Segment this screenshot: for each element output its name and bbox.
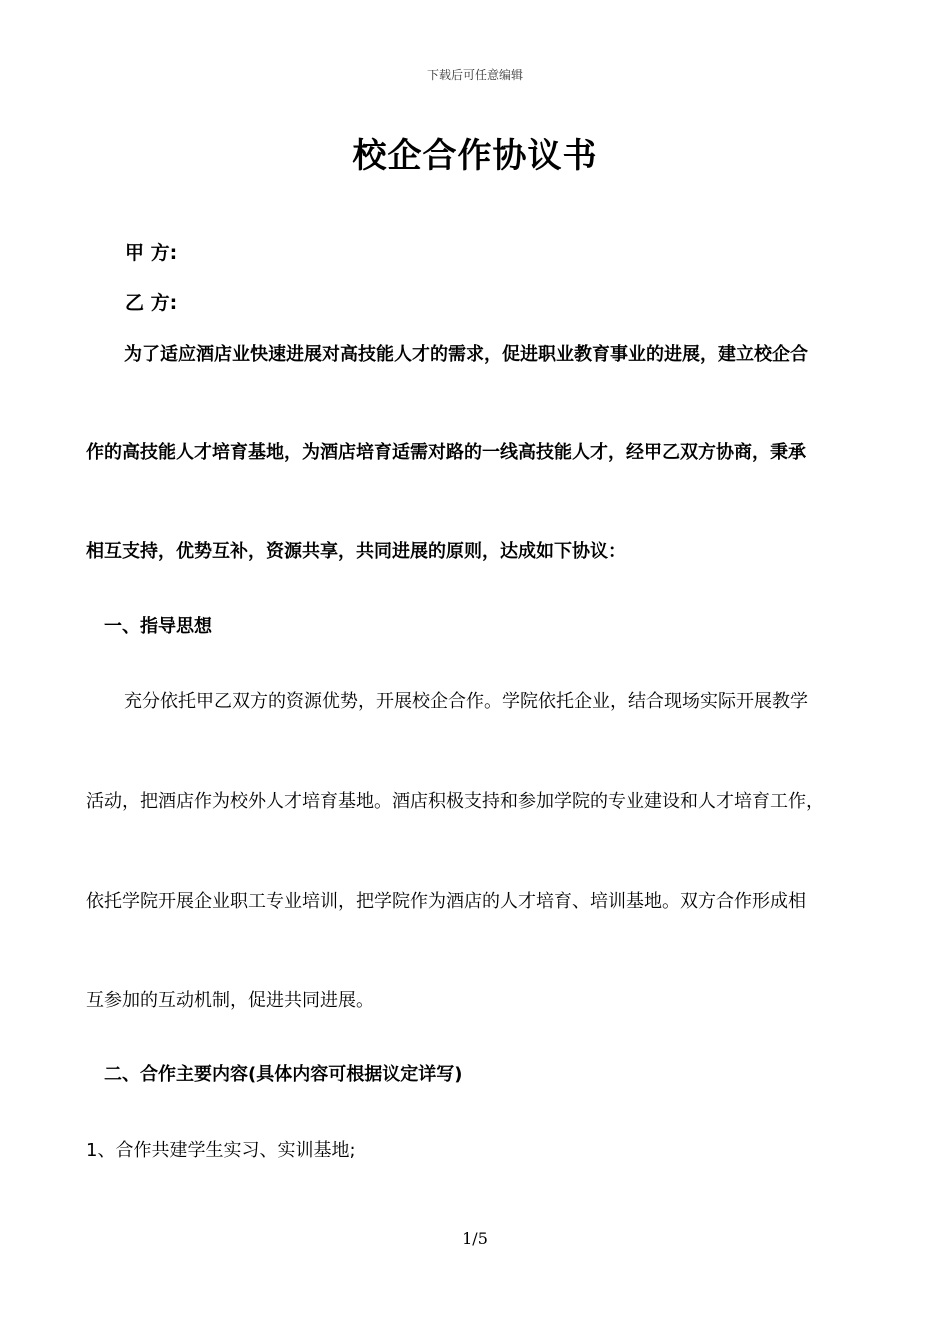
body-line: 充分依托甲乙双方的资源优势，开展校企合作。学院依托企业，结合现场实际开展教学 bbox=[124, 691, 808, 712]
body-line: 依托学院开展企业职工专业培训，把学院作为酒店的人才培育、培训基地。双方合作形成相 bbox=[86, 891, 806, 912]
list-item: 1、合作共建学生实习、实训基地; bbox=[86, 1140, 356, 1161]
section-heading-guiding-principle: 一、指导思想 bbox=[104, 616, 212, 637]
body-line: 活动，把酒店作为校外人才培育基地。酒店积极支持和参加学院的专业建设和人才培育工作， bbox=[86, 791, 824, 812]
document-title: 校企合作协议书 bbox=[352, 136, 598, 176]
party-a-label: 甲 方: bbox=[125, 242, 178, 264]
header-note: 下载后可任意编辑 bbox=[426, 68, 523, 82]
party-b-label: 乙 方: bbox=[125, 292, 178, 314]
preamble-line: 作的高技能人才培育基地，为酒店培育适需对路的一线高技能人才，经甲乙双方协商，秉承 bbox=[86, 442, 806, 463]
preamble-line: 为了适应酒店业快速进展对高技能人才的需求，促进职业教育事业的进展，建立校企合 bbox=[124, 344, 808, 365]
preamble-line: 相互支持，优势互补，资源共享，共同进展的原则，达成如下协议： bbox=[86, 541, 626, 562]
section-heading-cooperation-content: 二、合作主要内容(具体内容可根据议定详写) bbox=[104, 1064, 463, 1085]
body-line: 互参加的互动机制，促进共同进展。 bbox=[86, 990, 374, 1011]
page-number: 1/5 bbox=[462, 1229, 488, 1248]
